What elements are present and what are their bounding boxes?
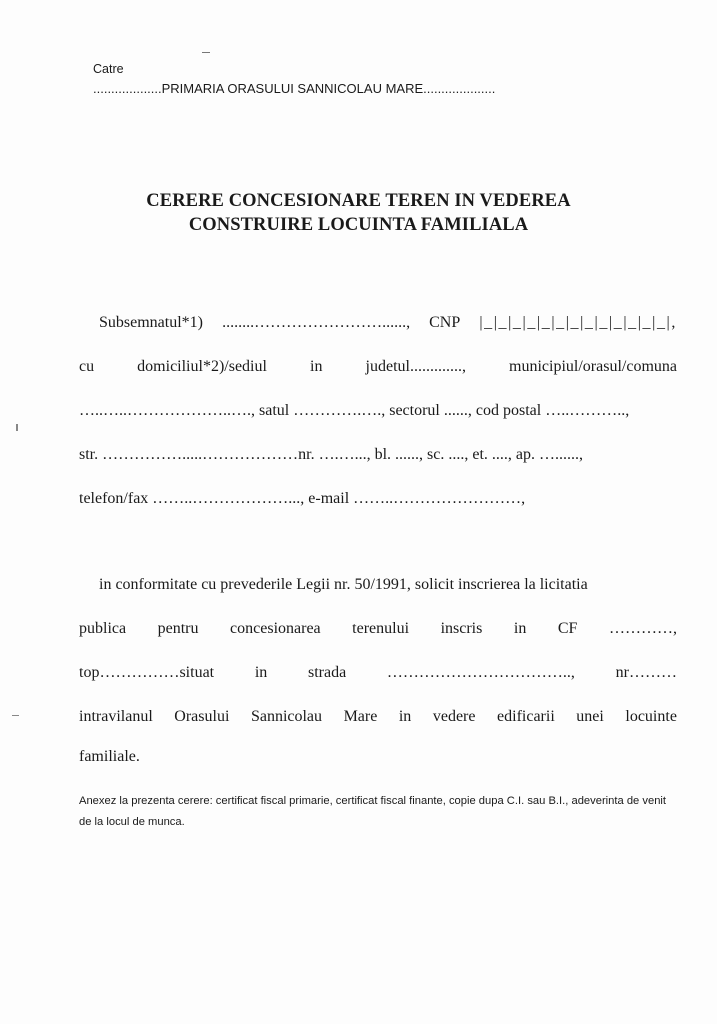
cnp-boxes: |_|_|_|_|_|_|_|_|_|_|_|_|_|, — [479, 314, 677, 331]
address-word-3: in — [310, 358, 323, 375]
scan-mark — [202, 52, 210, 53]
request-line3-word: nr……… — [615, 664, 677, 681]
scan-mark — [16, 424, 18, 431]
request-line4-word: in — [398, 708, 412, 725]
applicant-line-address — [79, 358, 677, 376]
request-line2-word: pentru — [157, 620, 199, 637]
cnp-label: CNP — [429, 314, 461, 331]
request-line2-word: concesionarea — [230, 620, 321, 637]
request-line2-word: in — [513, 620, 527, 637]
document-title-line2: CONSTRUIRE LOCUINTA FAMILIALA — [188, 215, 529, 235]
request-line3-word: top……………situat — [79, 664, 215, 681]
request-line2-word: terenului — [352, 620, 410, 637]
address-word-1: cu — [79, 358, 95, 375]
request-line-3 — [79, 664, 677, 682]
request-line3-word: strada — [308, 664, 347, 681]
applicant-line-street: str. …………….....………………nr. ….…..., bl. ......, sc. ...., et. ...., ap. …......, — [79, 446, 583, 463]
annex-note: Anexez la prezenta cerere: certificat fiscal primarie, certificat fiscal finante, copie dupa C.I. sau B.I., adeverinta de venit de la locul de munca. — [79, 795, 667, 828]
request-line4-word: intravilanul — [79, 708, 153, 725]
addressee-line: ...................PRIMARIA ORASULUI SANNICOLAU MARE.................... — [93, 81, 496, 96]
name-field-dots: ........……………………......, — [222, 314, 411, 331]
request-line2-word: CF — [557, 620, 578, 637]
request-line2-word: publica — [79, 620, 127, 637]
request-line4-word: edificarii — [497, 708, 555, 725]
request-line4-word: Sannicolau — [250, 708, 323, 725]
request-line4-word: Orasului — [174, 708, 230, 725]
request-line-5: familiale. — [79, 748, 140, 765]
request-line3-word: in — [254, 664, 268, 681]
address-word-5: municipiul/orasul/comuna — [509, 358, 677, 375]
address-word-2: domiciliul*2)/sediul — [137, 358, 267, 375]
request-line4-word: unei — [576, 708, 604, 725]
request-line2-word: inscris — [440, 620, 483, 637]
scan-mark — [12, 715, 19, 716]
document-title-line1: CERERE CONCESIONARE TEREN IN VEDEREA — [146, 191, 571, 211]
request-line-1: in conformitate cu prevederile Legii nr. 50/1991, solicit inscrierea la licitatia — [99, 576, 588, 593]
applicant-line-contact: telefon/fax ……..………………..., e-mail ……..……………………, — [79, 490, 526, 507]
address-word-4: judetul............., — [365, 358, 466, 375]
name-label: Subsemnatul*1) — [99, 314, 203, 331]
to-label: Catre — [93, 62, 124, 76]
request-line-2 — [79, 620, 677, 638]
applicant-line-name — [99, 314, 677, 332]
request-line-4 — [79, 708, 677, 726]
request-line4-word: Mare — [343, 708, 378, 725]
request-line3-word: …………………………….., — [386, 664, 575, 681]
applicant-line-locality: …..…..………………..…., satul ………….…., sectorul ......, cod postal …..……….., — [79, 402, 630, 419]
request-line4-word: vedere — [432, 708, 476, 725]
request-line4-word: locuinte — [625, 708, 677, 725]
request-line2-word: …………, — [608, 620, 677, 637]
